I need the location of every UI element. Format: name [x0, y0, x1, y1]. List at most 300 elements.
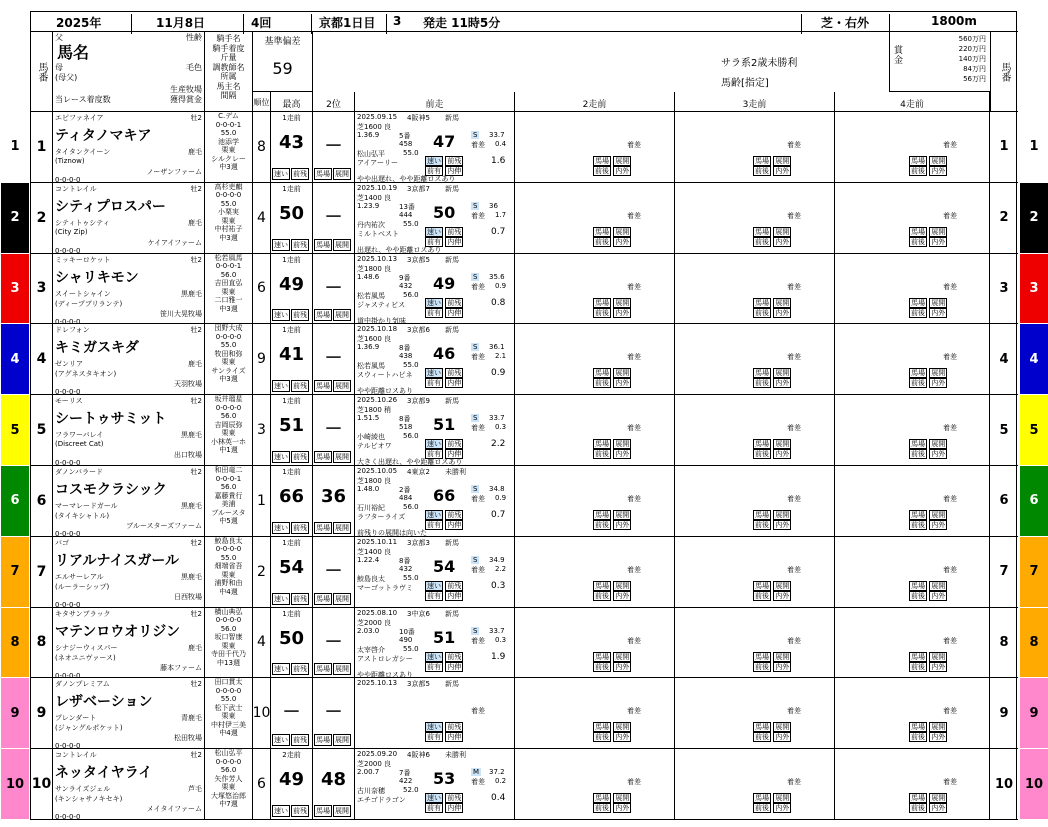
jockey-info	[205, 608, 253, 678]
sex-age: 牡2	[190, 609, 202, 618]
horse-info	[53, 112, 205, 182]
badge-track: 馬場	[911, 298, 925, 307]
race-post: 9番	[399, 273, 411, 282]
jockey-info	[205, 324, 253, 394]
badge-inner-outer: 内外	[615, 379, 630, 388]
horse-name[interactable]: ティタノマキア	[55, 128, 152, 144]
race-badges	[593, 722, 631, 732]
trainer-name: 吉岡辰弥	[214, 420, 243, 429]
badge-inner-outer: 内外	[775, 591, 790, 600]
carried-weight: 55.0	[220, 553, 237, 562]
race-body-weight: 458	[399, 140, 413, 148]
owner-name: サンライズ	[211, 366, 246, 375]
race-pace: S	[473, 131, 478, 139]
coat-color: 鹿毛	[188, 218, 202, 227]
race-surface: 芝1400 良	[357, 193, 392, 202]
margin-label: 着差	[787, 636, 801, 645]
farm-name: 松田牧場	[174, 734, 202, 743]
race-record: 0-0-0-0	[55, 742, 81, 751]
badge-front-back: 前後	[911, 308, 925, 317]
race-body-weight: 438	[399, 352, 413, 361]
race-badges	[425, 156, 463, 166]
race-badges	[425, 439, 463, 449]
prev2-label: 2走前	[515, 92, 675, 112]
badge-inner-outer: 内外	[775, 237, 790, 246]
margin-label: 着差	[627, 636, 641, 645]
jockey-info	[205, 395, 253, 465]
sex-age: 牡2	[190, 680, 202, 689]
second-cell	[313, 254, 355, 324]
badge-inner-outer: 内外	[775, 521, 790, 529]
badge-front2: 前有	[427, 662, 441, 671]
race-weight: 55.0	[403, 149, 419, 157]
prev3-label: 3走前	[675, 92, 835, 112]
jockey-record: 0-0-0-0	[215, 403, 242, 412]
highest-value: －	[282, 702, 301, 724]
badge-front-back: 前後	[911, 167, 925, 175]
race-place: 4阪神5	[407, 114, 430, 122]
badge-fast: 速い	[427, 723, 441, 732]
course: 芝・右外	[821, 16, 870, 30]
badge-inner-outer: 内外	[615, 167, 630, 175]
stat-fast: 速い	[274, 382, 288, 391]
margin-label: 着差	[471, 565, 485, 574]
badge-pace: 展開	[615, 511, 630, 519]
badge-pace: 展開	[615, 227, 630, 236]
coat-color: 鹿毛	[188, 148, 202, 156]
badge-pace: 展開	[931, 511, 946, 519]
horse-name[interactable]: リアルナイスガール	[55, 552, 180, 569]
affiliation: 栗東	[221, 783, 236, 792]
sire-name: ドレフォン	[55, 326, 90, 335]
badge-track: 馬場	[755, 511, 769, 519]
race-pace: S	[473, 201, 478, 210]
badge-front2: 前有	[427, 308, 441, 317]
owner-name: 中村伊三美	[211, 720, 246, 729]
stat-pace: 展開	[335, 736, 349, 745]
interval: 中4週	[219, 729, 238, 738]
race-value: 47	[433, 132, 456, 151]
race-figure: 0.9	[491, 368, 506, 379]
race-surface: 芝1400 良	[357, 547, 392, 556]
race-badges	[909, 439, 947, 449]
race-badges	[753, 722, 791, 732]
sire-name: バゴ	[55, 538, 69, 547]
highest-value: 41	[278, 344, 305, 366]
badge-inner-outer: 内外	[615, 733, 630, 742]
margin-label: 着差	[471, 282, 485, 291]
race-body-weight: 490	[399, 635, 413, 644]
race-badges	[753, 652, 791, 662]
prev-race-4	[835, 466, 990, 536]
prev-race-4	[835, 254, 990, 324]
dam-name: フラワーバレイ	[55, 431, 104, 440]
race-jockey: 石川裕紀	[357, 504, 385, 512]
waku-left: 6	[1, 466, 29, 536]
race-badges	[909, 581, 947, 591]
race-class: 未勝利	[445, 468, 466, 476]
race-badges	[425, 368, 463, 378]
race-badges2	[909, 520, 947, 530]
race-type: 馬齢[指定]	[721, 78, 769, 89]
stat-track: 馬場	[316, 594, 330, 603]
race-badges	[909, 722, 947, 732]
margin-label: 着差	[627, 565, 641, 574]
horse-number-right: 8	[999, 634, 1009, 650]
margin-label: 着差	[943, 495, 957, 503]
race-last3f: 36	[489, 201, 498, 210]
race-badges	[425, 298, 463, 308]
race-pace: S	[473, 414, 478, 423]
race-badges	[425, 652, 463, 662]
horse-info	[53, 537, 205, 607]
prev-race-4	[835, 678, 990, 748]
stat-fast: 速い	[274, 311, 288, 320]
jockey-name: 田口貫太	[214, 678, 243, 687]
race-badges	[909, 298, 947, 308]
race-record: 0-0-0-0	[55, 459, 81, 468]
race-record: 0-0-0-0	[55, 246, 81, 255]
sire-name: ダノンプレミアム	[55, 680, 110, 689]
badge-front-back: 前後	[755, 167, 769, 175]
stat-pace: 展開	[335, 240, 349, 249]
race-post: 2番	[399, 486, 411, 494]
badge-fast: 速い	[427, 157, 441, 165]
dam-name: エルサーレアル	[55, 572, 104, 581]
stat-pace: 展開	[335, 452, 349, 461]
second-value: －	[324, 419, 343, 441]
jockey-record: 0-0-0-0	[215, 191, 242, 200]
prize-label: 獲得賞金	[170, 95, 202, 104]
badge-track: 馬場	[911, 440, 925, 449]
race-badges	[593, 652, 631, 662]
race-figure: 0.3	[491, 580, 506, 591]
horse-number: 2	[31, 183, 53, 253]
prev-race-3	[675, 537, 835, 607]
horse-number-right: 7	[999, 564, 1009, 580]
highest-cell	[271, 254, 313, 324]
race-badges	[425, 581, 463, 591]
race-winner: エチゴドラゴン	[357, 796, 406, 805]
prev-race-2	[515, 537, 675, 607]
horse-name[interactable]: マテンロウオリジン	[55, 623, 180, 640]
race-badges2	[425, 308, 463, 318]
prev-race-3	[675, 608, 835, 678]
sire-label: 父	[55, 33, 63, 42]
race-margin: 0.9	[495, 281, 507, 290]
dam-label: 母	[55, 63, 63, 72]
sire-name: エピファネイア	[55, 114, 104, 122]
horse-row	[10, 112, 1039, 184]
badge-front-back: 前後	[595, 662, 609, 671]
dam-name: スイートシャイン	[55, 289, 111, 298]
margin-label: 着差	[787, 141, 801, 149]
margin-label: 着差	[787, 778, 801, 787]
badge-pace: 展開	[931, 227, 946, 236]
race-winner: アイアーリー	[357, 159, 398, 167]
race-time: 1.48.0	[357, 485, 380, 493]
highest-race-label: 2走前	[282, 751, 301, 760]
prev-race-1	[355, 608, 515, 678]
horse-number-right: 6	[999, 493, 1009, 509]
jockey-name: 団野大成	[214, 324, 243, 333]
prev4-label: 4走前	[835, 92, 990, 112]
record-label: 当レース着度数	[55, 95, 111, 104]
race-comment: やや距離ロスあり	[357, 670, 413, 679]
race-badges	[593, 156, 631, 166]
horse-name[interactable]: レザベーション	[55, 694, 153, 711]
race-badges2	[753, 803, 791, 813]
badge-front-back: 前後	[755, 733, 769, 742]
stat-track: 馬場	[316, 736, 330, 745]
race-badges2	[425, 662, 463, 672]
race-place: 4阪神6	[407, 751, 430, 760]
prev-race-3	[675, 183, 835, 253]
horse-name[interactable]: コスモクラシック	[55, 482, 167, 498]
race-winner: ジャスティビス	[357, 300, 406, 309]
sex-age: 牡2	[190, 468, 202, 476]
stat-fast: 速い	[274, 806, 288, 815]
second-cell	[313, 183, 355, 253]
race-jockey: 太宰啓介	[357, 645, 385, 654]
stat-pace: 展開	[335, 806, 349, 815]
dam-name: シティトゥシティ	[55, 218, 110, 227]
jockey-info	[205, 112, 253, 182]
badge-track: 馬場	[595, 581, 609, 590]
second-value: －	[324, 136, 343, 157]
rank-label: 順位	[253, 92, 271, 112]
horse-number: 3	[31, 254, 53, 324]
prev-race-3	[675, 749, 835, 819]
badge-front-back: 前後	[755, 662, 769, 671]
bms-name: (ジャングルポケット)	[55, 724, 123, 733]
carried-weight: 55.0	[220, 129, 237, 137]
highest-cell	[271, 466, 313, 536]
coat-color: 黒鹿毛	[181, 431, 202, 440]
second-cell	[313, 395, 355, 465]
affiliation: 栗東	[221, 216, 236, 225]
horse-number-right: 1	[999, 139, 1009, 155]
race-class: 新馬	[445, 397, 459, 406]
horse-row	[10, 182, 1039, 255]
badge-pace: 展開	[931, 794, 946, 803]
race-date: 2025.08.10	[357, 608, 398, 617]
race-body-weight: 432	[399, 281, 413, 290]
margin-label: 着差	[943, 282, 957, 291]
margin-label: 着差	[627, 353, 641, 362]
badge-track: 馬場	[755, 652, 769, 661]
race-badges	[425, 227, 463, 237]
trainer-name: 嘉藤貴行	[214, 491, 243, 500]
distance: 1800m	[931, 14, 977, 28]
horse-info	[53, 608, 205, 678]
race-winner: マーゴットラヴミ	[357, 583, 413, 592]
race-jockey: 古川奈穂	[357, 787, 385, 796]
jockey-info	[205, 254, 253, 324]
race-badges2	[753, 520, 791, 530]
highest-value: 50	[278, 627, 305, 649]
sex-age: 牡2	[190, 751, 202, 760]
horse-row	[10, 466, 1039, 538]
race-body-weight: 432	[399, 564, 413, 573]
horse-name[interactable]: シャリキモン	[55, 269, 139, 286]
badge-pace: 展開	[931, 369, 946, 378]
badge-front-back: 前後	[911, 591, 925, 600]
race-last3f: 35.6	[489, 272, 505, 281]
race-jockey: 鮫島良太	[357, 574, 385, 583]
name-label: 馬名	[57, 43, 90, 62]
race-time: 2.03.0	[357, 626, 380, 635]
affiliation: 栗東	[221, 146, 236, 154]
stat-fast: 速い	[274, 665, 288, 674]
waku-right: 5	[1020, 395, 1048, 465]
badge-front: 前残	[447, 440, 462, 449]
race-badges2	[425, 732, 463, 742]
horse-name[interactable]: シートゥサミット	[55, 411, 167, 428]
prev-race-4	[835, 324, 990, 394]
margin-label: 着差	[943, 353, 957, 362]
jockey-label: 騎手名	[216, 34, 241, 43]
race-figure: 1.9	[491, 651, 506, 662]
waku-right: 1	[1020, 112, 1048, 182]
badge-inner-outer: 内外	[931, 804, 946, 813]
dam-name: タイタンクイーン	[55, 148, 111, 156]
badge-fast: 速い	[427, 369, 441, 378]
race-badges2	[425, 378, 463, 388]
highest-race-label: 1走前	[282, 468, 301, 476]
coat-color: 芦毛	[188, 785, 202, 794]
second-value: －	[324, 702, 343, 724]
race-badges2	[909, 803, 947, 813]
race-badges	[909, 793, 947, 803]
race-winner: アストロレガシー	[357, 654, 413, 663]
highest-cell	[271, 324, 313, 394]
horse-info	[53, 466, 205, 536]
race-body-weight: 518	[399, 423, 413, 432]
badge-front-back: 前後	[595, 450, 609, 459]
horse-info	[53, 395, 205, 468]
prize-1: 560万円	[958, 35, 986, 43]
race-post: 10番	[399, 627, 415, 636]
stat-front: 前残	[293, 523, 307, 532]
highest-value: 66	[278, 486, 305, 507]
year: 2025年	[56, 16, 102, 30]
base-box	[253, 32, 313, 92]
coat-label: 毛色	[186, 63, 202, 72]
race-body-weight: 484	[399, 494, 413, 502]
badge-front2: 前有	[427, 804, 441, 813]
badge-inner-outer: 内外	[615, 662, 630, 671]
badge-fast: 速い	[427, 511, 441, 519]
prize-5: 56万円	[963, 75, 986, 83]
jockey-info	[205, 183, 253, 253]
farm-name: 天羽牧場	[174, 380, 202, 389]
horse-name[interactable]: シティプロスパー	[55, 198, 166, 215]
badge-pace: 展開	[775, 652, 790, 661]
prev-race-2	[515, 749, 675, 819]
farm-name: メイタイファーム	[146, 805, 202, 814]
stat-front: 前残	[293, 452, 307, 461]
prize-2: 220万円	[958, 45, 986, 53]
race-pace: M	[473, 768, 480, 777]
race-jockey: 松若風馬	[357, 291, 385, 300]
stat-front: 前残	[293, 736, 307, 745]
race-badges2	[425, 591, 463, 601]
badge-inner-outer: 内外	[615, 308, 630, 317]
second-cell	[313, 112, 355, 182]
bms-name: (キンシャサノキセキ)	[55, 795, 123, 804]
jockey-info	[205, 749, 253, 819]
badge-front: 前残	[447, 652, 462, 661]
rank-value: 6	[253, 749, 271, 819]
prev1-label: 前走	[355, 92, 515, 112]
prev-race-1	[355, 395, 515, 465]
badge-inner-outer: 内外	[775, 167, 790, 175]
prev-race-3	[675, 678, 835, 748]
race-badges2	[593, 591, 631, 601]
badge-inner-outer: 内外	[615, 237, 630, 246]
sire-name: コントレイル	[55, 751, 97, 760]
badge-front-back: 前後	[595, 379, 609, 388]
horse-number-right: 3	[999, 280, 1009, 296]
stat-fast: 速い	[274, 240, 288, 249]
horse-row	[10, 324, 1039, 397]
jockey-record: 0-0-0-0	[215, 686, 242, 695]
umaban-header-right: 馬番	[990, 32, 1018, 112]
waku-right: 9	[1020, 678, 1048, 748]
highest-value: 49	[278, 273, 305, 295]
horse-name[interactable]: キミガスキダ	[55, 340, 139, 357]
race-value: 46	[433, 344, 456, 364]
race-time: 1.22.4	[357, 555, 380, 564]
badge-track: 馬場	[755, 581, 769, 590]
carried-weight: 56.0	[220, 624, 237, 633]
race-badges2	[593, 520, 631, 530]
race-figure: 0.8	[491, 297, 506, 308]
horse-name[interactable]: ネッタイヤライ	[55, 765, 153, 782]
margin-label: 着差	[787, 495, 801, 503]
race-margin: 0.3	[495, 423, 507, 432]
highest-race-label: 1走前	[282, 609, 301, 618]
owner-name: シルクレー	[211, 154, 246, 163]
race-comment: やや出遅れ、やや距離ロスあり	[357, 175, 456, 183]
badge-inner: 内伸	[447, 167, 462, 175]
badge-front2: 前有	[427, 237, 441, 246]
badge-inner: 内伸	[447, 733, 462, 742]
carried-weight: 55.0	[220, 695, 237, 704]
race-class: 新馬	[445, 114, 459, 122]
rank-value: 9	[253, 324, 271, 394]
race-badges2	[593, 803, 631, 813]
horse-info	[53, 324, 205, 397]
race-badges2	[425, 803, 463, 813]
prev-race-1	[355, 678, 515, 748]
badge-inner-outer: 内外	[931, 591, 946, 600]
margin-label: 着差	[471, 495, 485, 503]
margin-label: 着差	[787, 211, 801, 220]
jockey-info	[205, 537, 253, 607]
owner-name: ブルースタ	[211, 508, 246, 517]
highest-value: 43	[278, 132, 305, 153]
jockey-record: 0-0-0-0	[215, 545, 242, 554]
stat-front: 前残	[293, 240, 307, 249]
bms-name: (タイキシャトル)	[55, 512, 110, 520]
race-winner: テルビオワ	[357, 442, 392, 451]
jockey-name: 横山典弘	[214, 607, 243, 616]
horse-number-right: 10	[994, 776, 1014, 792]
waku-right: 8	[1020, 608, 1048, 678]
jockey-name: 高杉吏麒	[214, 182, 243, 191]
